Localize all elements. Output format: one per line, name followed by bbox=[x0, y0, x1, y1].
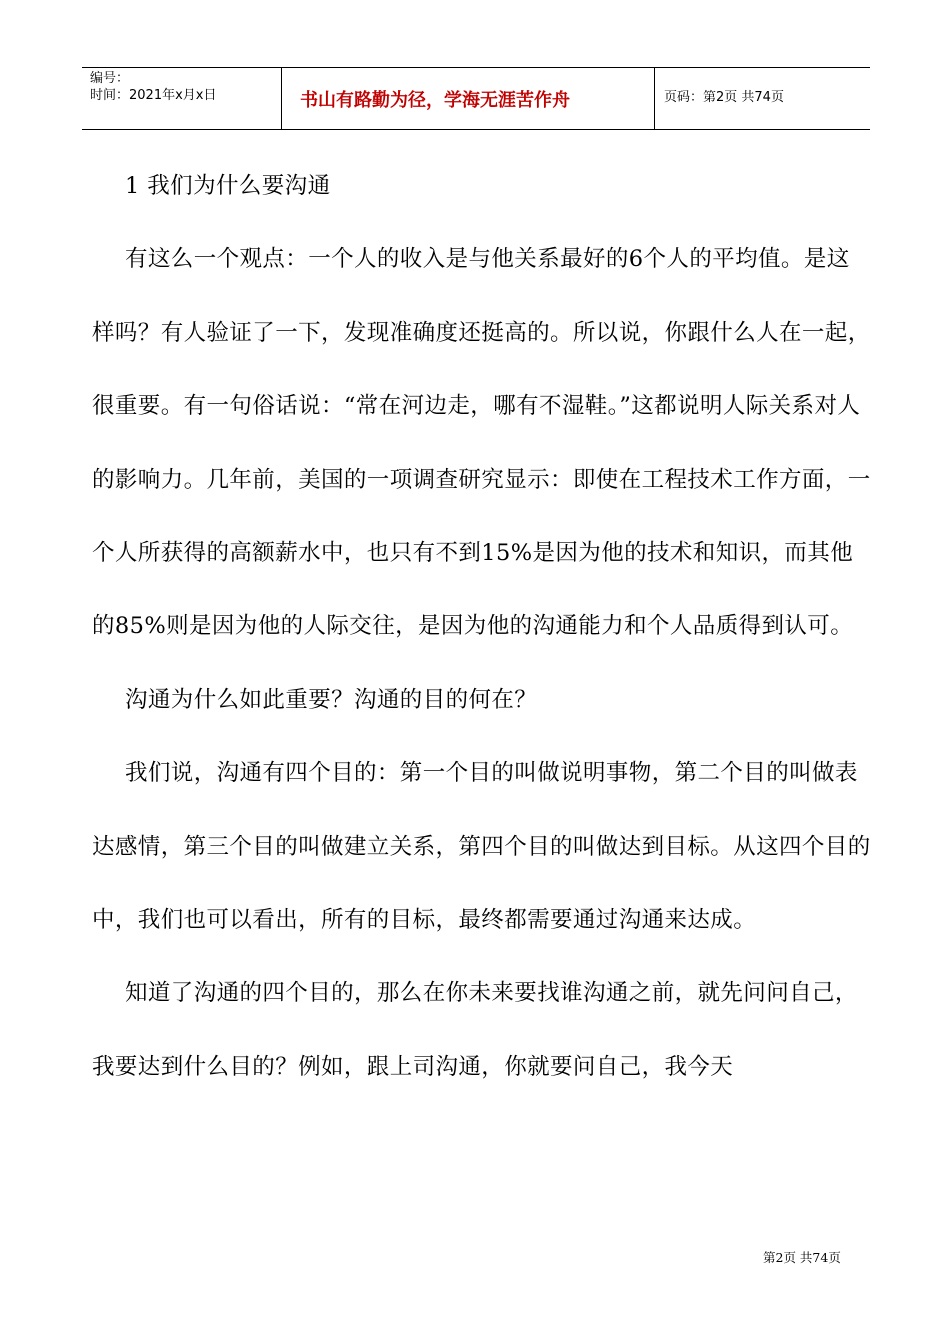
body-paragraph: 我们说，沟通有四个目的：第一个目的叫做说明事物，第二个目的叫做表达感情，第三个目的叫做建立关系，第四个目的叫做达到目标。从这四个目的中，我们也可以看出，所有的目标，最终都需要通过沟通来达成。 bbox=[92, 760, 871, 934]
body-paragraph: 知道了沟通的四个目的，那么在你未来要找谁沟通之前，就先问问自己，我要达到什么目的？例如，跟上司沟通，你就要问自己，我今天 bbox=[92, 980, 858, 1080]
body-paragraph: 沟通为什么如此重要？沟通的目的何在？ bbox=[125, 686, 538, 713]
page-footer: 第2页 共74页 bbox=[763, 1250, 841, 1265]
document-body bbox=[92, 150, 872, 1104]
header-motto-cell bbox=[282, 68, 655, 129]
page-header bbox=[82, 67, 870, 130]
header-page-cell bbox=[655, 68, 870, 129]
header-page-info: 页码：第2页 共74页 bbox=[664, 90, 784, 105]
section-heading: 1 我们为什么要沟通 bbox=[125, 173, 331, 199]
header-motto: 书山有路勤为径，学海无涯苦作舟 bbox=[300, 90, 570, 111]
document-time-label: 时间：2021年x月x日 bbox=[90, 88, 217, 103]
header-meta-cell bbox=[82, 68, 282, 129]
document-number-label: 编号： bbox=[90, 71, 130, 86]
body-paragraph: 有这么一个观点：一个人的收入是与他关系最好的6个人的平均值。是这样吗？有人验证了一下，发现准确度还挺高的。所以说，你跟什么人在一起，很重要。有一句俗话说：“常在河边走，哪有不湿鞋。”这都说明人际关系对人的影响力。几年前，美国的一项调查研究显示：即使在工程技术工作方面，一个人所获得的高额薪水中，也只有不到15%是因为他的技术和知识，而其他的85%则是因为他的人际交往，是因为他的沟通能力和个人品质得到认可。 bbox=[92, 246, 871, 640]
